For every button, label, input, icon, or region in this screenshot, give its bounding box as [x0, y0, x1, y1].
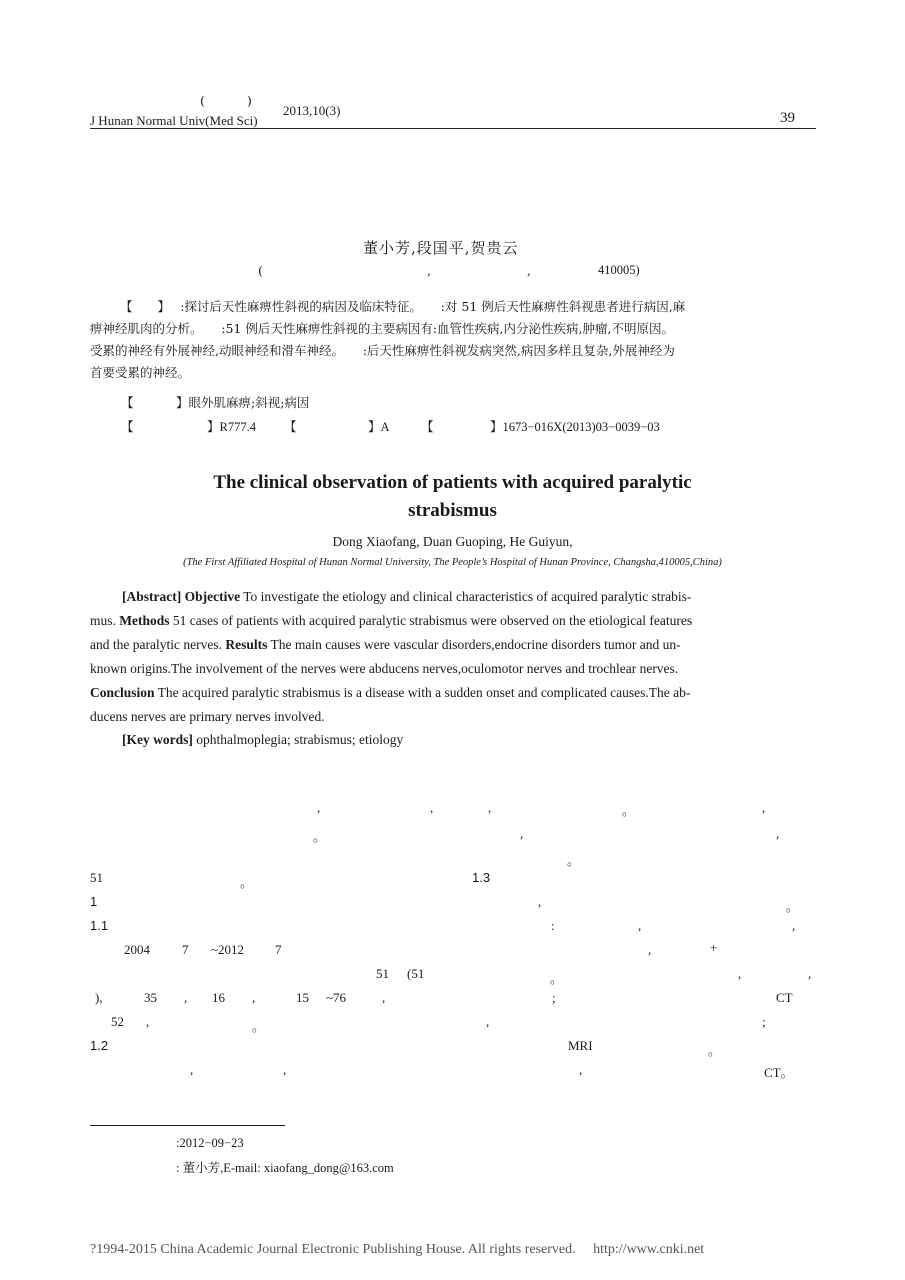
keywords-cn-bracket: 【	[121, 395, 134, 410]
affiliation-cn-comma-1: ,	[427, 263, 431, 278]
abstract-en-objective: To investigate the etiology and clinical characteristics of acquired paralytic strabis-	[243, 589, 692, 604]
abstract-en-methods-label: Methods	[119, 613, 170, 628]
abstract-en-results: The main causes were vascular disorders,endocrine disorders tumor and un-	[270, 637, 681, 652]
header-paren-open: (	[200, 93, 205, 108]
body-period: 。	[252, 1019, 266, 1034]
abstract-en-methods-cont: and the paralytic nerves.	[90, 637, 222, 652]
abstract-cn-line-3: 受累的神经有外展神经,动眼神经和滑车神经。 :后天性麻痹性斜视发病突然,病因多样且复杂,外展神经为	[90, 343, 675, 358]
authors-cn: 董小芳,段国平,贺贵云	[363, 239, 519, 257]
copyright-notice: ?1994-2015 China Academic Journal Electronic Publishing House. All rights reserved. http://www.cnki.net	[90, 1242, 705, 1257]
body-comma: ,	[184, 990, 188, 1005]
body-number-51: 51	[376, 966, 389, 981]
clc-number: 】R777.4	[207, 420, 256, 434]
article-id: 】1673−016X(2013)03−0039−03	[490, 420, 660, 434]
body-ct: CT	[776, 990, 793, 1005]
body-period: 。	[708, 1043, 722, 1058]
body-comma: ,	[252, 990, 256, 1005]
body-comma: ,	[808, 966, 812, 981]
body-paren: ),	[95, 990, 103, 1005]
affiliation-cn-postcode: 410005)	[598, 263, 640, 277]
journal-name: J Hunan Normal Univ(Med Sci)	[90, 113, 258, 128]
body-semicolon: ;	[552, 990, 556, 1005]
title-en-line-1: The clinical observation of patients with acquired paralytic	[213, 472, 692, 493]
body-period: 。	[550, 971, 564, 986]
keywords-en-label: [Key words]	[122, 732, 193, 747]
body-ct-end: CT。	[764, 1065, 794, 1080]
body-number-51-paren: (51	[407, 966, 425, 981]
header-paren-close: )	[247, 93, 252, 108]
body-comma: ,	[520, 826, 524, 841]
page-number: 39	[780, 110, 795, 126]
abstract-en-conclusion-label: Conclusion	[90, 685, 155, 700]
abstract-en	[90, 585, 816, 729]
abstract-en-methods: 51 cases of patients with acquired paralytic strabismus were observed on the etiological features	[172, 613, 693, 628]
body-colon: :	[551, 918, 555, 933]
header-rule	[90, 128, 816, 129]
footnote-corresponding: : 董小芳,E-mail: xiaofang_dong@163.com	[176, 1161, 394, 1175]
date-2012: ~2012	[211, 942, 245, 957]
footnote-received: :2012−09−23	[176, 1136, 244, 1150]
authors-en: Dong Xiaofang, Duan Guoping, He Guiyun,	[332, 534, 573, 549]
title-en-line-2: strabismus	[408, 500, 497, 521]
body-comma: ,	[538, 894, 542, 909]
body-period: 。	[786, 899, 800, 914]
abstract-en-results-label: Results	[225, 637, 268, 652]
abstract-en-label: [Abstract] Objective	[122, 589, 241, 604]
body-mri: MRI	[568, 1038, 593, 1053]
section-1-1: 1.1	[90, 918, 109, 933]
body-comma: ,	[638, 918, 642, 933]
body-comma: ,	[579, 1062, 583, 1077]
abstract-en-results-cont: known origins.The involvement of the nerves were abducens nerves,oculomotor nerves and trochlear nerves.	[90, 661, 679, 676]
body-plus: +	[710, 940, 718, 955]
body-period: 。	[567, 853, 581, 868]
abstract-cn	[90, 296, 820, 384]
body-number-15: 15	[296, 990, 309, 1005]
affiliation-en: (The First Affiliated Hospital of Hunan Normal University, The People’s Hospital of Hunan Province, Changsha,410005,China)	[183, 557, 722, 568]
footnote-rule	[90, 1125, 285, 1126]
abstract-cn-line-4: 首要受累的神经。	[90, 365, 191, 380]
month-7: 7	[182, 942, 189, 957]
affiliation-cn-comma-2: ,	[527, 263, 531, 278]
body-comma: ,	[648, 942, 652, 957]
body-period: 。	[313, 829, 327, 844]
body-comma: ,	[283, 1062, 287, 1077]
body-comma: ,	[488, 800, 492, 815]
affiliation-cn-open: (	[258, 263, 263, 278]
article-id-bracket: 【	[421, 419, 434, 434]
keywords-en-text: ophthalmoplegia; strabismus; etiology	[196, 732, 404, 747]
body-number-35: 35	[144, 990, 157, 1005]
section-1-2: 1.2	[90, 1038, 109, 1053]
doc-code: 】A	[368, 420, 390, 434]
body-comma: ,	[430, 800, 434, 815]
body-number-52: 52	[111, 1014, 124, 1029]
abstract-en-conclusion: The acquired paralytic strabismus is a disease with a sudden onset and complicated causes.The ab-	[157, 685, 691, 700]
abstract-en-conclusion-cont: ducens nerves are primary nerves involved.	[90, 709, 325, 724]
body-comma: ,	[317, 800, 321, 815]
keywords-cn: 】眼外肌麻痹;斜视;病因	[176, 395, 310, 410]
body-semicolon: ;	[762, 1014, 766, 1029]
body-comma: ,	[486, 1014, 490, 1029]
abstract-cn-line-2: 痹神经肌肉的分析。 :51 例后天性麻痹性斜视的主要病因有:血管性疾病,内分泌性疾病,肿瘤,不明原因。	[90, 321, 674, 336]
abstract-en-objective-cont: mus.	[90, 613, 116, 628]
body-number-76: ~76	[326, 990, 347, 1005]
section-1-3: 1.3	[472, 870, 491, 885]
body-comma: ,	[776, 826, 780, 841]
body-comma: ,	[762, 800, 766, 815]
body-comma: ,	[738, 966, 742, 981]
doc-code-bracket: 【	[284, 419, 297, 434]
body-number-51: 51	[90, 870, 103, 885]
abstract-cn-line-1: 【 】 :探讨后天性麻痹性斜视的病因及临床特征。 :对 51 例后天性麻痹性斜视患者进行病因,麻	[120, 299, 686, 314]
month-7: 7	[275, 942, 282, 957]
keywords-en	[122, 732, 403, 748]
journal-issue: 2013,10(3)	[283, 103, 341, 118]
date-2004: 2004	[124, 942, 150, 957]
section-1: 1	[90, 894, 98, 909]
body-period: 。	[622, 803, 636, 818]
clc-bracket: 【	[121, 419, 134, 434]
body-comma: ,	[146, 1014, 150, 1029]
body-comma: ,	[792, 918, 796, 933]
body-comma: ,	[190, 1062, 194, 1077]
body-comma: ,	[382, 990, 386, 1005]
body-number-16: 16	[212, 990, 225, 1005]
body-period: 。	[240, 875, 254, 890]
